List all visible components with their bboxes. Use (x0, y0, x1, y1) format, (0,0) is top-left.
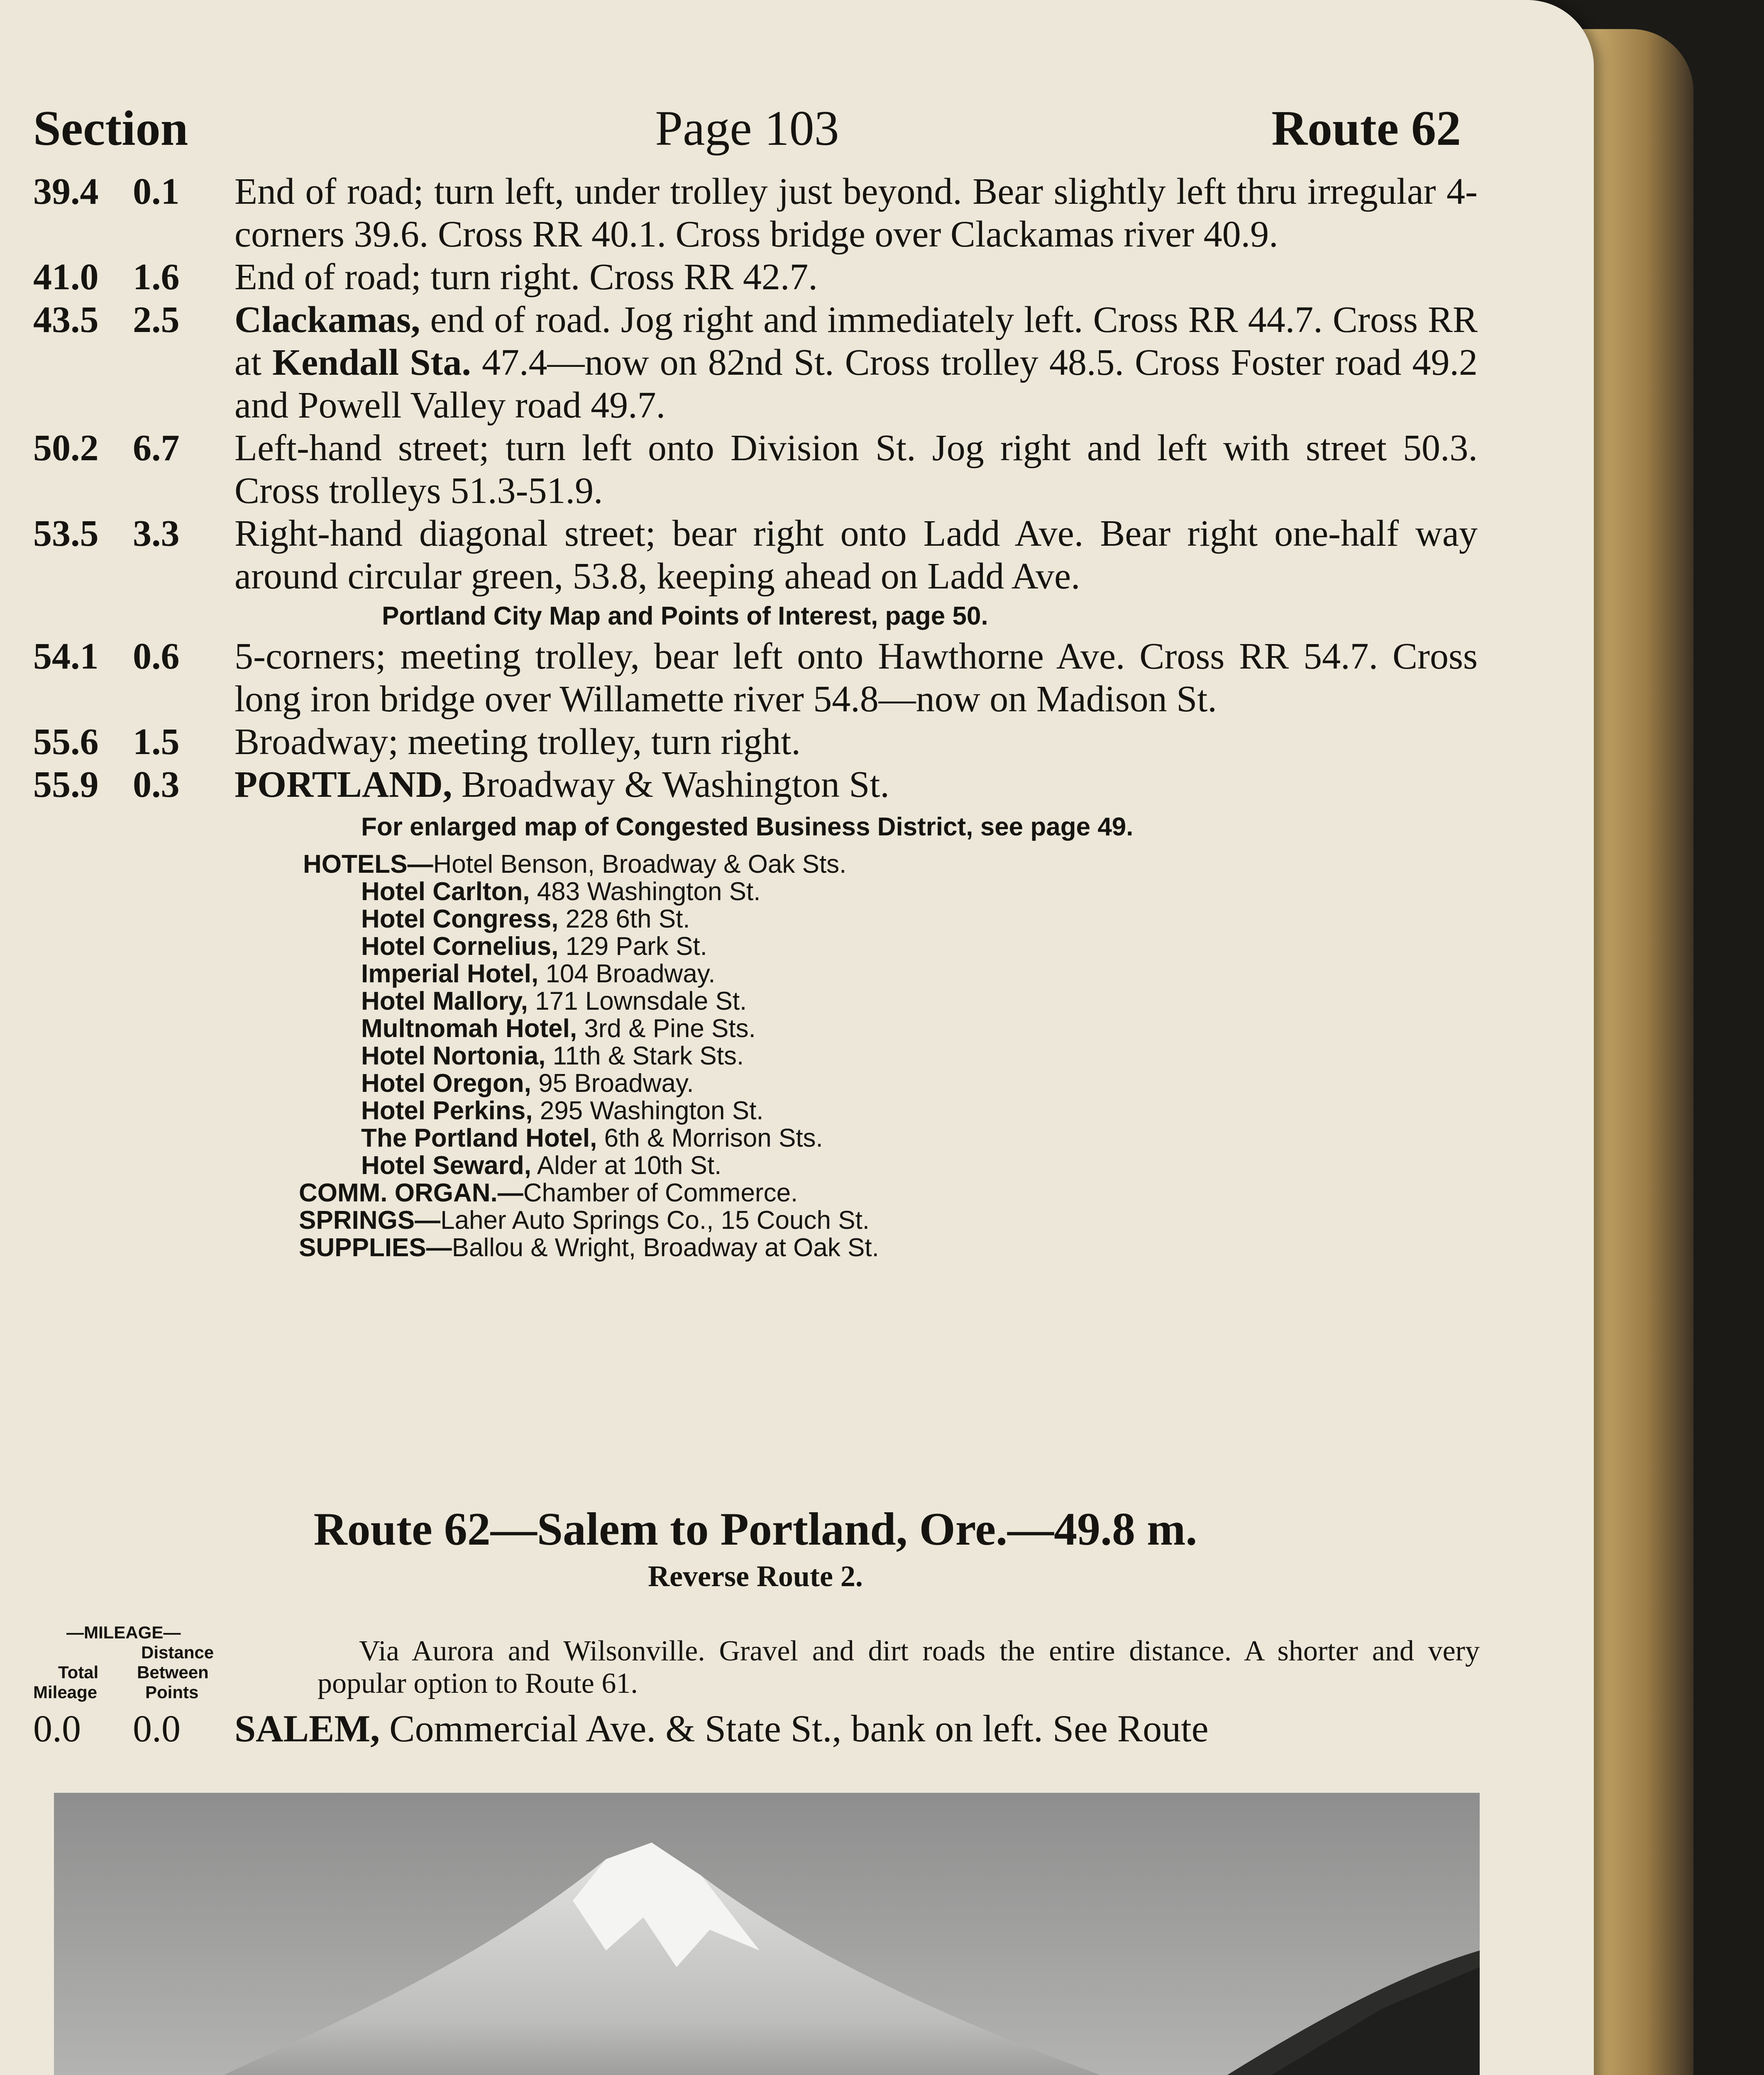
mileage-mileage: Mileage (33, 1682, 98, 1702)
commercial-organization-line (33, 1179, 1478, 1207)
total-mileage: 39.4 (33, 171, 99, 212)
comm-value: Chamber of Commerce. (523, 1179, 798, 1207)
entry-text: 5-corners; meeting trolley, bear left onto Hawthorne Ave. Cross RR 54.7. Cross long iron bridge over Willamette river 54.8—now on Madison St. (235, 636, 1478, 720)
hotel-entry (33, 1015, 1478, 1042)
hotel-address: 228 6th St. (558, 905, 690, 933)
distance-between: 0.3 (133, 764, 180, 805)
hotel-entry (33, 960, 1478, 988)
entry-text: Right-hand diagonal street; bear right onto Ladd Ave. Bear right one-half way around circular green, 53.8, keeping ahead on Ladd Ave. (235, 513, 1478, 597)
header-route: Route 62 (1271, 100, 1461, 156)
hotel-name: Imperial Hotel, (361, 959, 539, 988)
entry-text (235, 1706, 1209, 1751)
hotel-entry (33, 1070, 1478, 1097)
header-section: Section (33, 100, 188, 156)
entry-text: Broadway; meeting trolley, turn right. (235, 721, 801, 762)
hotel-entry (33, 906, 1478, 933)
distance-between: 2.5 (133, 299, 180, 340)
portland-map-note: Portland City Map and Points of Interest, page 50. (382, 602, 988, 630)
distance-between: 0.1 (133, 171, 180, 212)
route-entry (33, 427, 1478, 512)
route-heading (33, 1502, 1478, 1596)
total-mileage: 50.2 (33, 427, 99, 469)
route-entries (33, 170, 1478, 1262)
hotel-entry (33, 1152, 1478, 1179)
route-entry (33, 512, 1478, 598)
total-mileage: 55.6 (33, 721, 99, 762)
springs-line (33, 1207, 1478, 1234)
supplies-value: Ballou & Wright, Broadway at Oak St. (452, 1233, 879, 1262)
hotel-address: 3rd & Pine Sts. (577, 1014, 756, 1043)
distance-between: 1.6 (133, 256, 180, 298)
mileage-total: Total (58, 1662, 99, 1682)
mt-hood-photo (54, 1793, 1480, 2075)
route-entry (33, 298, 1478, 427)
entry-text: End of road; turn right. Cross RR 42.7. (235, 256, 818, 298)
distance-between: 6.7 (133, 427, 180, 469)
hotel-entry (33, 988, 1478, 1015)
hotel-entry: Hotel Benson, Broadway & Oak Sts. (433, 850, 847, 879)
hotel-name: Hotel Carlton, (361, 877, 530, 906)
hotel-entry (33, 933, 1478, 960)
hotel-address: 95 Broadway. (531, 1069, 694, 1098)
hotel-name: Hotel Cornelius, (361, 932, 559, 961)
enlarged-map-note: For enlarged map of Congested Business District, see page 49. (361, 813, 1134, 841)
page-header (33, 100, 1461, 158)
salem-text: Commercial Ave. & State St., bank on left. See Route (380, 1707, 1209, 1750)
distance-between: 1.5 (133, 721, 180, 762)
total-mileage: 41.0 (33, 256, 99, 298)
place-name: PORTLAND, (235, 764, 452, 805)
route-subtitle: Reverse Route 2. (648, 1560, 863, 1593)
route-entry (33, 170, 1478, 256)
hotel-name: Hotel Seward, (361, 1151, 531, 1180)
hotel-address: 295 Washington St. (533, 1096, 764, 1125)
entry-text: Left-hand street; turn left onto Division St. Jog right and left with street 50.3. Cross trolleys 51.3-51.9. (235, 427, 1478, 511)
mileage-between: Between (137, 1662, 209, 1682)
hotel-address: 129 Park St. (558, 932, 707, 961)
hotel-entry (33, 1125, 1478, 1152)
hotels-label: HOTELS— (303, 850, 433, 879)
place-name: Kendall Sta. (272, 342, 471, 383)
distance-between: 0.6 (133, 636, 180, 677)
springs-value: Laher Auto Springs Co., 15 Couch St. (440, 1206, 870, 1235)
header-page-number: Page 103 (655, 100, 839, 156)
distance-between: 0.0 (133, 1707, 181, 1750)
hotel-address: 483 Washington St. (530, 877, 761, 906)
hotel-name: Hotel Oregon, (361, 1069, 531, 1098)
hotel-address: 171 Lownsdale St. (528, 987, 747, 1016)
hotel-entry (33, 1097, 1478, 1125)
entry-text-continued: 47.4—now on 82nd St. Cross trolley 48.5. Cross Foster road 49.2 and Powell Valley road 49.7. (235, 342, 1478, 426)
hotels-list (33, 851, 1478, 1262)
route-entry (33, 635, 1478, 720)
total-mileage: 0.0 (33, 1707, 81, 1750)
total-mileage: 43.5 (33, 299, 99, 340)
route-title: Route 62—Salem to Portland, Ore.—49.8 m. (313, 1504, 1197, 1555)
hotel-address: 104 Broadway. (538, 959, 716, 988)
entry-text: end of road. Jog right and immediately left. Cross RR 44.7. Cross RR at (235, 299, 1478, 383)
entry-text: End of road; turn left, under trolley just beyond. Bear slightly left thru irregular 4-corners 39.6. Cross RR 40.1. Cross bridge over Clackamas river 40.9. (235, 171, 1478, 255)
hotel-address: 6th & Morrison Sts. (597, 1124, 823, 1152)
hotel-address: Alder at 10th St. (531, 1151, 722, 1180)
mileage-head: —MILEAGE— (66, 1623, 181, 1642)
place-name: SALEM, (235, 1707, 380, 1750)
hotel-name: The Portland Hotel, (361, 1124, 597, 1152)
total-mileage: 55.9 (33, 764, 99, 805)
supplies-label: SUPPLIES— (299, 1233, 452, 1262)
distance-between: 3.3 (133, 513, 180, 554)
hotels-line (33, 851, 1478, 878)
springs-label: SPRINGS— (299, 1206, 441, 1235)
supplies-line (33, 1234, 1478, 1262)
route-entry (33, 763, 1478, 806)
route-entry (33, 256, 1478, 298)
entry-text: Broadway & Washington St. (452, 764, 889, 805)
hotel-entry (33, 1042, 1478, 1070)
route-description: Via Aurora and Wilsonville. Gravel and dirt roads the entire distance. A shorter and very popular option to Route 61. (318, 1635, 1480, 1699)
hotel-name: Hotel Congress, (361, 905, 559, 933)
place-name: Clackamas, (235, 299, 420, 340)
total-mileage: 54.1 (33, 636, 99, 677)
hotel-name: Hotel Nortonia, (361, 1042, 546, 1070)
mountain-lake-image (54, 1793, 1480, 2075)
hotel-name: Hotel Mallory, (361, 987, 528, 1016)
total-mileage: 53.5 (33, 513, 99, 554)
mileage-points: Points (145, 1682, 199, 1702)
hotel-name: Multnomah Hotel, (361, 1014, 577, 1043)
hotel-entry (33, 878, 1478, 906)
hotel-name: Hotel Perkins, (361, 1096, 533, 1125)
hotel-address: 11th & Stark Sts. (545, 1042, 744, 1070)
comm-label: COMM. ORGAN.— (299, 1179, 523, 1207)
mileage-distance: Distance (141, 1643, 214, 1662)
route-entry (33, 720, 1478, 763)
